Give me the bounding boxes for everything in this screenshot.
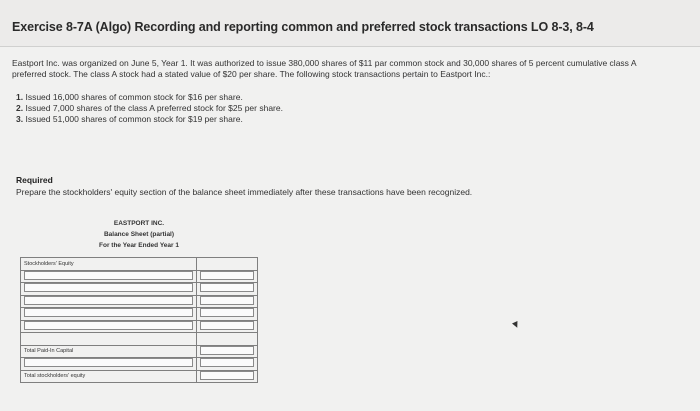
account-name-input[interactable]	[24, 296, 193, 305]
account-name-input[interactable]	[24, 283, 193, 292]
account-name-input[interactable]	[24, 358, 193, 367]
account-name-input[interactable]	[24, 321, 193, 330]
value-cell	[197, 320, 258, 333]
table-row	[21, 333, 258, 346]
mouse-cursor-icon	[512, 321, 520, 329]
total-equity-input[interactable]	[200, 371, 254, 380]
value-cell	[197, 358, 258, 371]
table-row	[21, 358, 258, 371]
statement-period: For the Year Ended Year 1	[99, 242, 179, 249]
total-paid-in-input[interactable]	[200, 346, 254, 355]
label-cell	[21, 358, 197, 371]
transaction-item: 3. Issued 51,000 shares of common stock for $19 per share.	[16, 114, 243, 124]
account-name-input[interactable]	[24, 271, 193, 280]
total-paid-in-label: Total Paid-In Capital	[21, 345, 197, 358]
amount-input[interactable]	[200, 283, 254, 292]
transaction-item: 2. Issued 7,000 shares of the class A preferred stock for $25 per share.	[16, 103, 283, 113]
label-cell	[21, 283, 197, 296]
equity-table	[20, 257, 258, 383]
required-text: Prepare the stockholders' equity section of the balance sheet immediately after these transactions have been recognized.	[16, 187, 473, 197]
value-cell	[197, 270, 258, 283]
table-row	[21, 295, 258, 308]
required-title: Required	[16, 175, 53, 185]
amount-input[interactable]	[200, 271, 254, 280]
label-cell	[21, 333, 197, 346]
company-name: EASTPORT INC.	[113, 220, 165, 227]
label-cell	[21, 270, 197, 283]
label-cell	[21, 320, 197, 333]
amount-input[interactable]	[200, 296, 254, 305]
table-row	[21, 320, 258, 333]
table-row	[21, 308, 258, 321]
value-cell	[197, 308, 258, 321]
table-row	[21, 270, 258, 283]
exercise-title: Exercise 8-7A (Algo) Recording and reporting common and preferred stock transactions LO 8-3, 8-4	[12, 20, 594, 34]
value-cell	[197, 370, 258, 383]
value-cell	[197, 333, 258, 346]
value-cell	[197, 295, 258, 308]
balance-sheet	[20, 215, 258, 387]
total-equity-label: Total stockholders' equity	[21, 370, 197, 383]
value-cell	[197, 345, 258, 358]
table-row	[21, 283, 258, 296]
table-row	[21, 258, 258, 271]
amount-input[interactable]	[200, 308, 254, 317]
table-row	[21, 345, 258, 358]
header-divider	[0, 46, 700, 47]
label-cell	[21, 308, 197, 321]
problem-content	[12, 58, 652, 125]
section-label: Stockholders' Equity	[21, 258, 197, 271]
balance-sheet-header	[20, 215, 258, 251]
transaction-list	[16, 92, 652, 125]
statement-name: Balance Sheet (partial)	[103, 231, 175, 238]
intro-text: Eastport Inc. was organized on June 5, Year 1. It was authorized to issue 380,000 shares of $11 par common stock and 30,000 shares of 5 percent cumulative class A preferred stock. The class A stock had a stated value of $20 per share. The following stock transactions pertain to Eastport Inc.:	[12, 58, 637, 79]
value-cell	[197, 258, 258, 271]
amount-input[interactable]	[200, 358, 254, 367]
transaction-item: 1. Issued 16,000 shares of common stock for $16 per share.	[16, 92, 243, 102]
amount-input[interactable]	[200, 321, 254, 330]
account-name-input[interactable]	[24, 308, 193, 317]
table-row	[21, 370, 258, 383]
label-cell	[21, 295, 197, 308]
value-cell	[197, 283, 258, 296]
